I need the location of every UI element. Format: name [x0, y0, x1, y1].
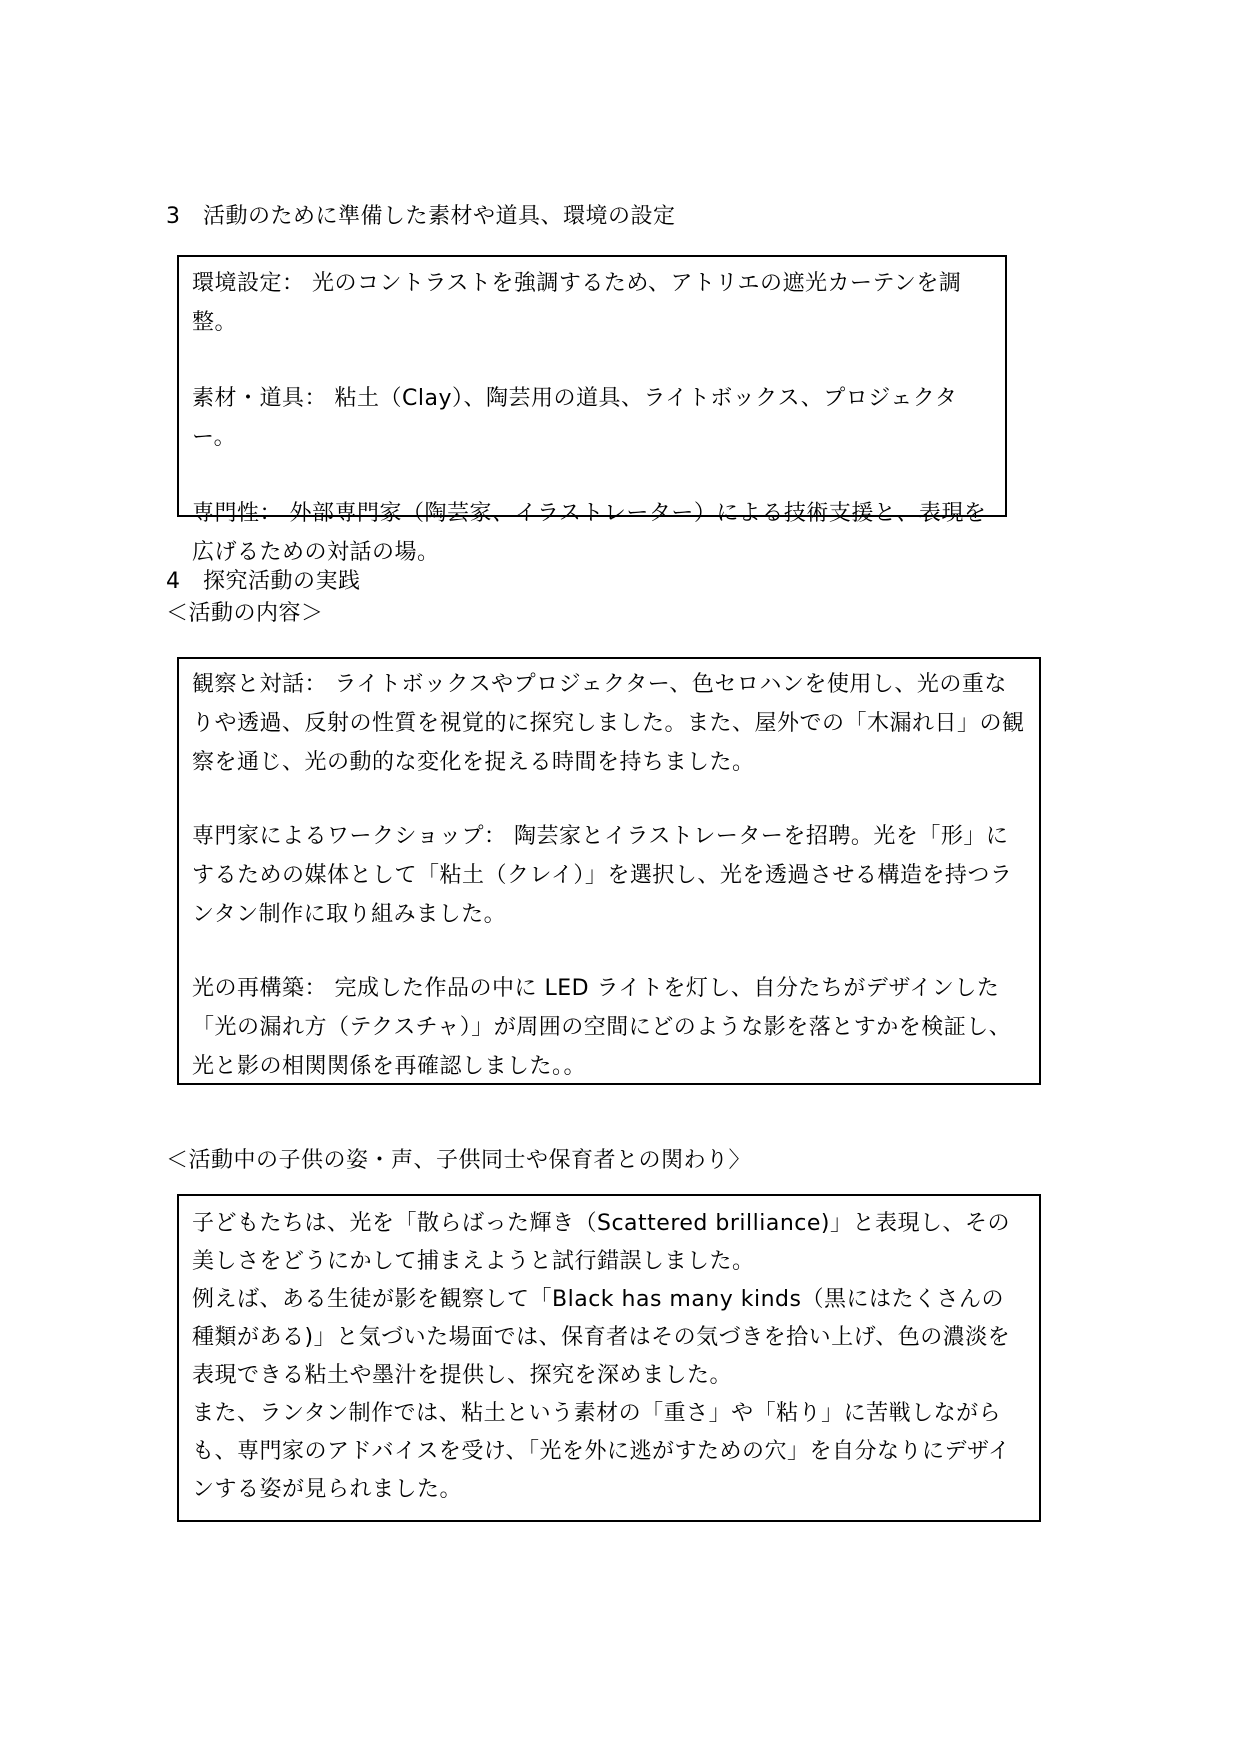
light-reconstruction-paragraph: 光の再構築： 完成した作品の中に LED ライトを灯し、自分たちがデザインした「光の漏れ方（テクスチャ）」が周囲の空間にどのような影を落とすかを検証し、光と影の相関関係を再確認しました。。: [192, 976, 1012, 1079]
expert-workshop-paragraph: 専門家によるワークショップ： 陶芸家とイラストレーターを招聘。光を「形」にするための媒体として「粘土（クレイ）」を選択し、光を透過させる構造を持つランタン制作に取り組みました。: [192, 824, 1013, 927]
children-voices-subheading: ＜活動中の子供の姿・声、子供同士や保育者との関わり〉: [166, 1148, 752, 1173]
observation-dialogue-paragraph: 観察と対話： ライトボックスやプロジェクター、色セロハンを使用し、光の重なりや透過、反射の性質を視覚的に探究しました。また、屋外での「木漏れ日」の観察を通じ、光の動的な変化を捉える時間を持ちました。: [192, 672, 1025, 775]
activity-content-box: [177, 657, 1041, 1085]
children-voices-box: [177, 1194, 1041, 1522]
activity-content-subheading: ＜活動の内容＞: [166, 601, 324, 626]
section3-heading: 3 活動のために準備した素材や道具、環境の設定: [166, 204, 676, 229]
lantern-making-paragraph: また、ランタン制作では、粘土という素材の「重さ」や「粘り」に苦戦しながらも、専門家のアドバイスを受け、「光を外に逃がすための穴」を自分なりにデザインする姿が見られました。: [192, 1401, 1011, 1502]
black-kinds-paragraph: 例えば、ある生徒が影を観察して「Black has many kinds（黒にはたくさんの種類がある)」と気づいた場面では、保育者はその気づきを拾い上げ、色の濃淡を表現できる粘土や墨汁を提供し、探究を深めました。: [192, 1287, 1011, 1388]
section4-heading: 4 探究活動の実践: [166, 569, 361, 594]
children-expression-paragraph: 子どもたちは、光を「散らばった輝き（Scattered brilliance)」と表現し、その美しさをどうにかして捕まえようと試行錯誤しました。: [192, 1211, 1010, 1274]
materials-environment-box: [177, 255, 1007, 565]
environment-setting-paragraph: 環境設定： 光のコントラストを強調するため、アトリエの遮光カーテンを調整。: [192, 271, 962, 335]
materials-tools-paragraph: 素材・道具： 粘土（Clay）、陶芸用の道具、ライトボックス、プロジェクター。: [192, 386, 958, 450]
expertise-paragraph: 専門性： 外部専門家（陶芸家、イラストレーター）による技術支援と、表現を広げるための対話の場。: [192, 501, 987, 565]
